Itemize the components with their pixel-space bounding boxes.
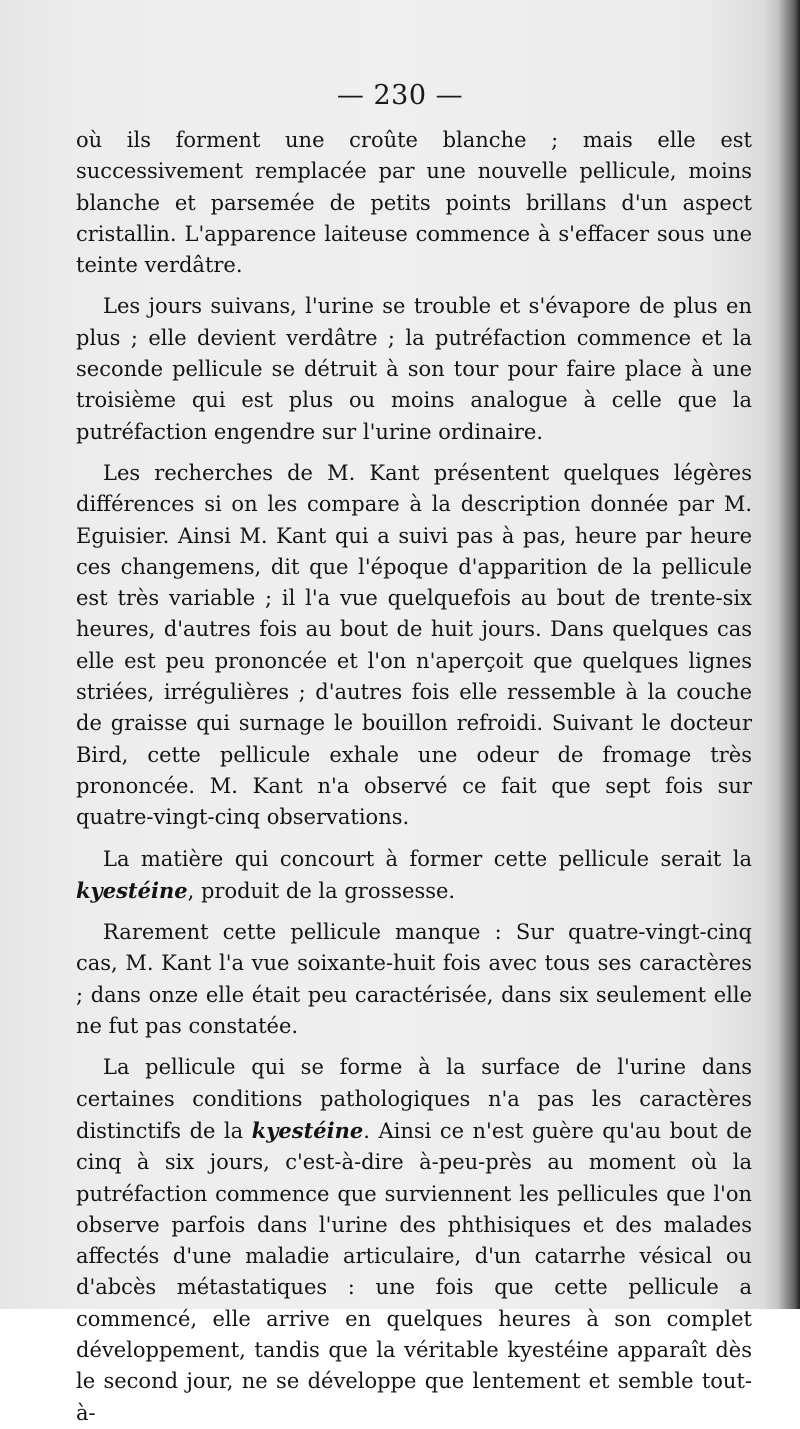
paragraph-6 <box>76 1052 752 1429</box>
paragraph-1: où ils forment une croûte blanche ; mais elle est successivement remplacée par une nouvelle pellicule, moins blanche et parsemée de petits points brillans d'un aspect cristallin. L'apparence laiteuse commence à s'effacer sous une teinte verdâtre. <box>76 128 752 278</box>
paragraph-6-text-before: La pellicule qui se forme à la surface de l'urine dans certaines conditions pathologiques n'a pas les caractères distinctifs de la <box>76 1055 752 1143</box>
paragraph-3: Les recherches de M. Kant présentent quelques légères différences si on les compare à la description donnée par M. Eguisier. Ainsi M. Kant qui a suivi pas à pas, heure par heure ces changemens, dit que l'époque d'apparition de la pellicule est très variable ; il l'a vue quelquefois au bout de trente-six heures, d'autres fois au bout de huit jours. Dans quelques cas elle est peu prononcée et l'on n'aperçoit que quelques lignes striées, irrégulières ; d'autres fois elle ressemble à la couche de graisse qui surnage le bouillon refroidi. Suivant le docteur Bird, cette pellicule exhale une odeur de fromage très prononcée. M. Kant n'a observé ce fait que sept fois sur quatre-vingt-cinq observations. <box>76 460 752 830</box>
paragraph-4-text-after: , produit de la grossesse. <box>187 878 456 903</box>
paragraph-5: Rarement cette pellicule manque : Sur quatre-vingt-cinq cas, M. Kant l'a vue soixante-huit fois avec tous ses caractères ; dans onze elle était peu caractérisée, dans six seulement elle ne fut pas constatée. <box>76 920 752 1039</box>
paragraph-2: Les jours suivans, l'urine se trouble et s'évapore de plus en plus ; elle devient verdâtre ; la putréfaction commence et la seconde pellicule se détruit à son tour pour faire place à une troisième qui est plus ou moins analogue à celle que la putréfaction engendre sur l'urine ordinaire. <box>76 294 752 444</box>
paragraph-6-emphasis: kyestéine <box>251 1117 364 1143</box>
book-spine-shadow <box>764 0 800 1309</box>
paragraph-6-text-after: . Ainsi ce n'est guère qu'au bout de cinq à six jours, c'est-à-dire à-peu-près au moment où la putréfaction commence que surviennent les pellicules que l'on observe parfois dans l'urine des phthisiques et des malades affectés d'une maladie articulaire, d'un catarrhe vésical ou d'abcès métastatiques : une fois que cette pellicule a commencé, elle arrive en quelques heures à son complet développement, tandis que la véritable kyestéine apparaît dès le second jour, ne se développe que lentement et semble tout-à- <box>76 1118 752 1425</box>
page-number: — 230 — <box>336 80 464 111</box>
paragraph-4 <box>76 844 752 908</box>
body-text <box>76 125 752 1429</box>
paragraph-4-emphasis: kyestéine <box>76 877 188 903</box>
paragraph-4-text-before: La matière qui concourt à former cette pellicule serait la <box>103 846 752 871</box>
